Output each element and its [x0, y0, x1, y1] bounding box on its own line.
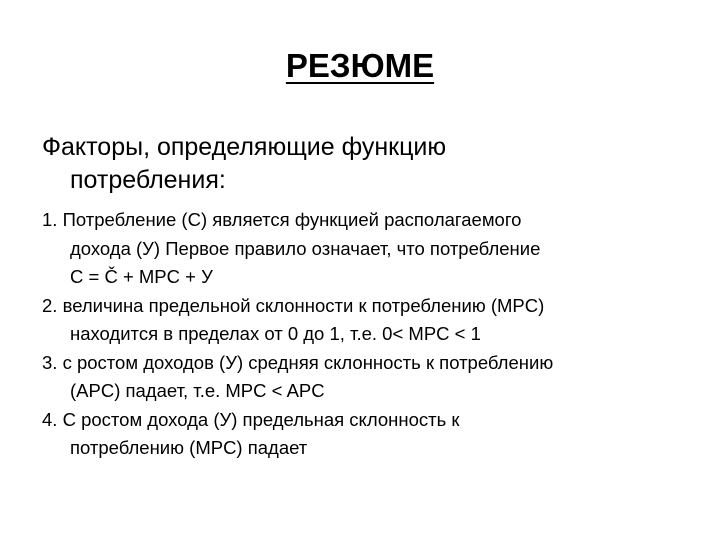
subtitle [42, 131, 710, 197]
list-item-3-line-1: 3. с ростом доходов (У) средняя склонность к потреблению [42, 351, 554, 373]
list-item-1-line-1: 1. Потребление (С) является функцией располагаемого [42, 209, 522, 230]
list-item-3-line-2: (APC) падает, т.е. MPC < APC [70, 380, 325, 401]
list-item-4-line-2: потреблению (MPC) падает [70, 437, 308, 458]
list-item-2 [42, 292, 692, 349]
subtitle-line-2: потребления: [70, 166, 226, 194]
subtitle-line-1: Факторы, определяющие функцию [42, 133, 447, 161]
list-item-4 [42, 406, 692, 463]
list-item-4-line-1: 4. С ростом дохода (У) предельная склонность к [42, 408, 460, 430]
list-item-1-line-2: дохода (У) Первое правило означает, что потребление [70, 237, 541, 259]
slide-title: РЕЗЮМЕ [285, 47, 435, 84]
list-item-2-line-1: 2. величина предельной склонности к потреблению (MPC) [42, 294, 545, 316]
consumption-formula: С = Č + MPC + У [70, 266, 213, 287]
list-item-2-line-2: находится в пределах от 0 до 1, т.е. 0< MPC < 1 [70, 323, 481, 344]
list-item-3 [42, 349, 692, 406]
factor-list [42, 206, 692, 463]
list-item-1 [42, 206, 692, 292]
